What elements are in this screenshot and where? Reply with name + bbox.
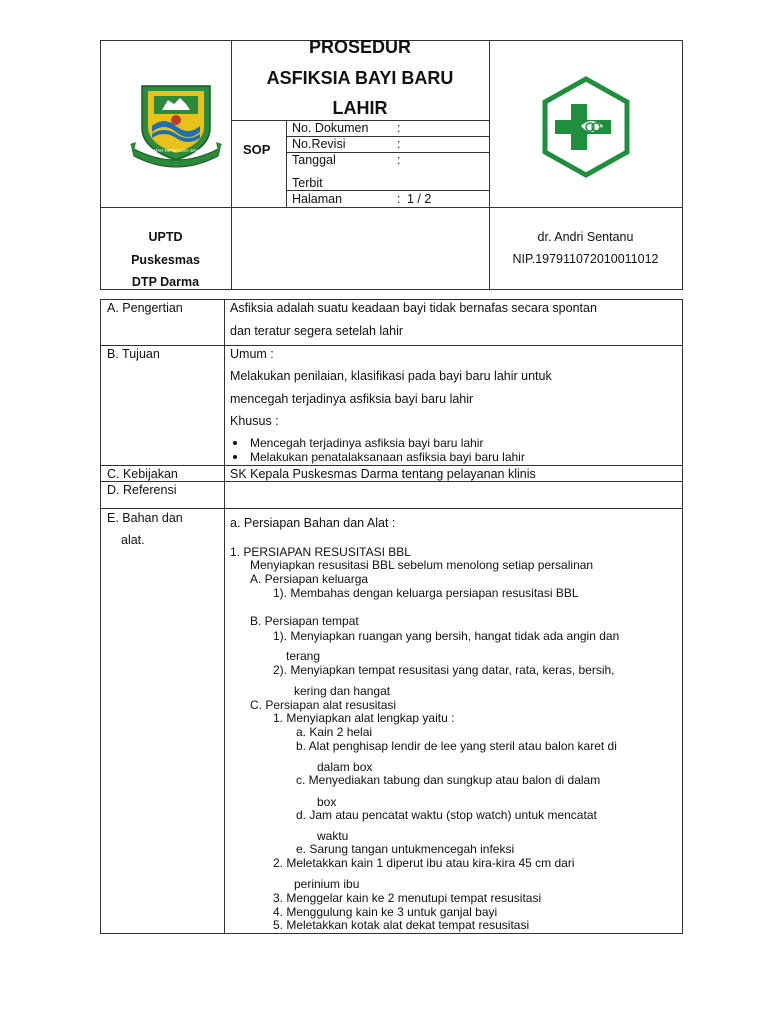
bahan-item: perinium ibu (294, 877, 360, 891)
meta-label-halaman: Halaman (292, 192, 343, 206)
doc-title-line-1: PROSEDUR (308, 37, 411, 57)
bahan-item: d. Jam atau pencatat waktu (stop watch) untuk mencatat (296, 808, 597, 822)
doc-title-line-3: LAHIR (332, 98, 388, 118)
meta-sep-halaman: : (397, 192, 401, 206)
bahan-item: Menyiapkan resusitasi BBL sebelum menolong setiap persalinan (250, 558, 594, 572)
row-label-pengertian: A. Pengertian (107, 301, 183, 315)
tujuan-bullet-2: Melakukan penatalaksanaan asfiksia bayi baru lahir (250, 450, 525, 464)
bahan-heading: a. Persiapan Bahan dan Alat : (230, 516, 396, 530)
signer-nip: NIP.197911072010011012 (512, 252, 659, 266)
row-label-bahan-line-2: alat. (121, 533, 145, 547)
tujuan-umum-line-2: mencegah terjadinya asfiksia bayi baru lahir (230, 392, 474, 406)
bahan-item: waktu (317, 829, 349, 843)
row-label-bahan-line-1: E. Bahan dan (107, 511, 183, 525)
kebijakan-text: SK Kepala Puskesmas Darma tentang pelayanan klinis (230, 467, 536, 481)
meta-label-terbit: Terbit (292, 176, 323, 190)
puskesmas-logo-icon (541, 76, 631, 178)
pengertian-line-1: Asfiksia adalah suatu keadaan bayi tidak bernafas secara spontan (230, 301, 597, 315)
bahan-item: b. Alat penghisap lendir de lee yang steril atau balon karet di (296, 739, 617, 753)
bahan-item: box (317, 795, 337, 809)
regency-emblem-icon (128, 82, 224, 168)
meta-label-dokumen: No. Dokumen (292, 121, 369, 135)
meta-sep-dokumen: : (397, 121, 401, 135)
doc-title-line-2: ASFIKSIA BAYI BARU (266, 68, 454, 88)
sop-label: SOP (243, 142, 271, 157)
row-label-referensi: D. Referensi (107, 483, 177, 497)
tujuan-bullet-1: Mencegah terjadinya asfiksia bayi baru lahir (250, 436, 484, 450)
signer-name: dr. Andri Sentanu (537, 230, 634, 244)
bahan-item: 4. Menggulung kain ke 3 untuk ganjal bayi (273, 905, 498, 919)
bahan-item: 3. Menggelar kain ke 2 menutupi tempat resusitasi (273, 891, 542, 905)
tujuan-umum-heading: Umum : (230, 347, 274, 361)
emblem-motto: GEMAH RIPAH LOH JINAWI (146, 148, 205, 153)
bullet-dot (233, 441, 237, 445)
meta-sep-revisi: : (397, 137, 401, 151)
meta-sep-tanggal: : (397, 153, 401, 167)
row-label-kebijakan: C. Kebijakan (107, 467, 178, 481)
bahan-item: 2). Menyiapkan tempat resusitasi yang datar, rata, keras, bersih, (273, 663, 615, 677)
bahan-item: C. Persiapan alat resusitasi (250, 698, 397, 712)
meta-label-revisi: No.Revisi (292, 137, 346, 151)
meta-value-halaman: 1 / 2 (407, 192, 432, 206)
bahan-item: terang (286, 649, 321, 663)
org-line-3: DTP Darma (131, 275, 200, 289)
bahan-item: A. Persiapan keluarga (250, 572, 369, 586)
bahan-item: 2. Meletakkan kain 1 diperut ibu atau kira-kira 45 cm dari (273, 856, 575, 870)
row-label-tujuan: B. Tujuan (107, 347, 160, 361)
bahan-item: kering dan hangat (294, 684, 391, 698)
bahan-item: B. Persiapan tempat (250, 614, 359, 628)
bahan-item: c. Menyediakan tabung dan sungkup atau balon di dalam (296, 773, 601, 787)
bahan-item: 1). Membahas dengan keluarga persiapan resusitasi BBL (273, 586, 579, 600)
org-line-2: Puskesmas (131, 253, 200, 267)
bahan-item: 1. Menyiapkan alat lengkap yaitu : (273, 711, 455, 725)
bahan-item: 1). Menyiapkan ruangan yang bersih, hangat tidak ada angin dan (273, 629, 620, 643)
meta-label-tanggal: Tanggal (292, 153, 336, 167)
bahan-item: dalam box (317, 760, 373, 774)
bullet-dot (233, 455, 237, 459)
bahan-item: e. Sarung tangan untukmencegah infeksi (296, 842, 515, 856)
pengertian-line-2: dan teratur segera setelah lahir (230, 324, 404, 338)
bahan-item: a. Kain 2 helai (296, 725, 373, 739)
bahan-item: 1. PERSIAPAN RESUSITASI BBL (230, 545, 411, 559)
tujuan-umum-line-1: Melakukan penilaian, klasifikasi pada bayi baru lahir untuk (230, 369, 552, 383)
tujuan-khusus-heading: Khusus : (230, 414, 279, 428)
org-line-1: UPTD (148, 230, 183, 244)
bahan-item: 5. Meletakkan kotak alat dekat tempat resusitasi (273, 918, 530, 932)
